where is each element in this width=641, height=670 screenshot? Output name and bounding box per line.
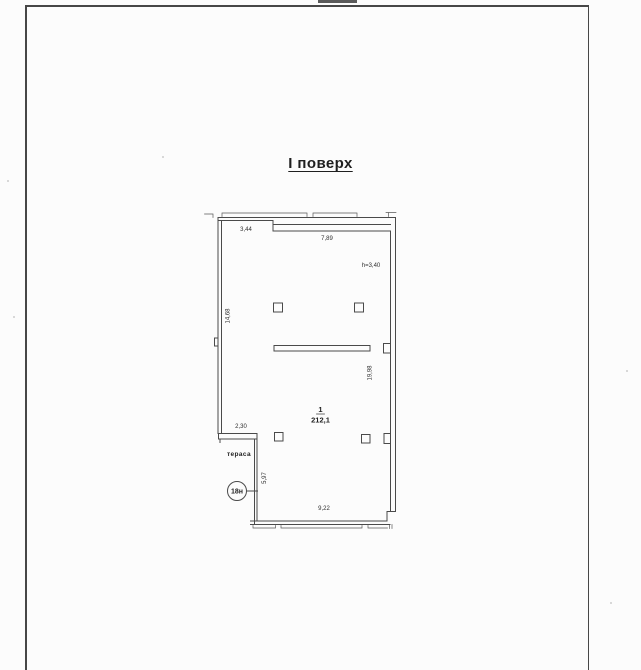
scan-noise-specks [7,156,628,604]
column-marker [275,433,284,442]
column-marker [355,303,364,312]
dim-label-terrace-width: 2,30 [235,424,247,430]
room-area-label: 212,1 [311,415,330,425]
dim-label-top: 7,89 [321,236,333,242]
column-marker [274,303,283,312]
window-opening-lines-top [205,213,397,218]
unit-number-circle [228,482,258,501]
terrace-wall [219,434,258,443]
left-wall-pilaster [215,338,219,346]
right-wall-pilaster-upper [384,344,391,354]
dim-label-right: 19,98 [367,365,374,381]
floor-title: І поверх [288,155,353,172]
window-opening-lines-bottom [253,525,392,529]
unit-number-label: 18н [230,488,244,496]
column-marker [362,435,371,444]
interior-wall [274,346,370,352]
ceiling-height-label: h=3,40 [361,263,381,269]
room-annotation [311,405,330,425]
dim-label-top-left: 3,44 [240,227,252,233]
right-wall-pilaster-lower [384,434,391,444]
terrace-label: тераса [226,451,252,458]
dim-label-bottom: 9,22 [318,506,330,512]
room-number-label: 1 [318,405,323,414]
dim-label-terrace-side: 5,97 [262,472,268,484]
dim-label-left: 14,68 [225,308,232,324]
